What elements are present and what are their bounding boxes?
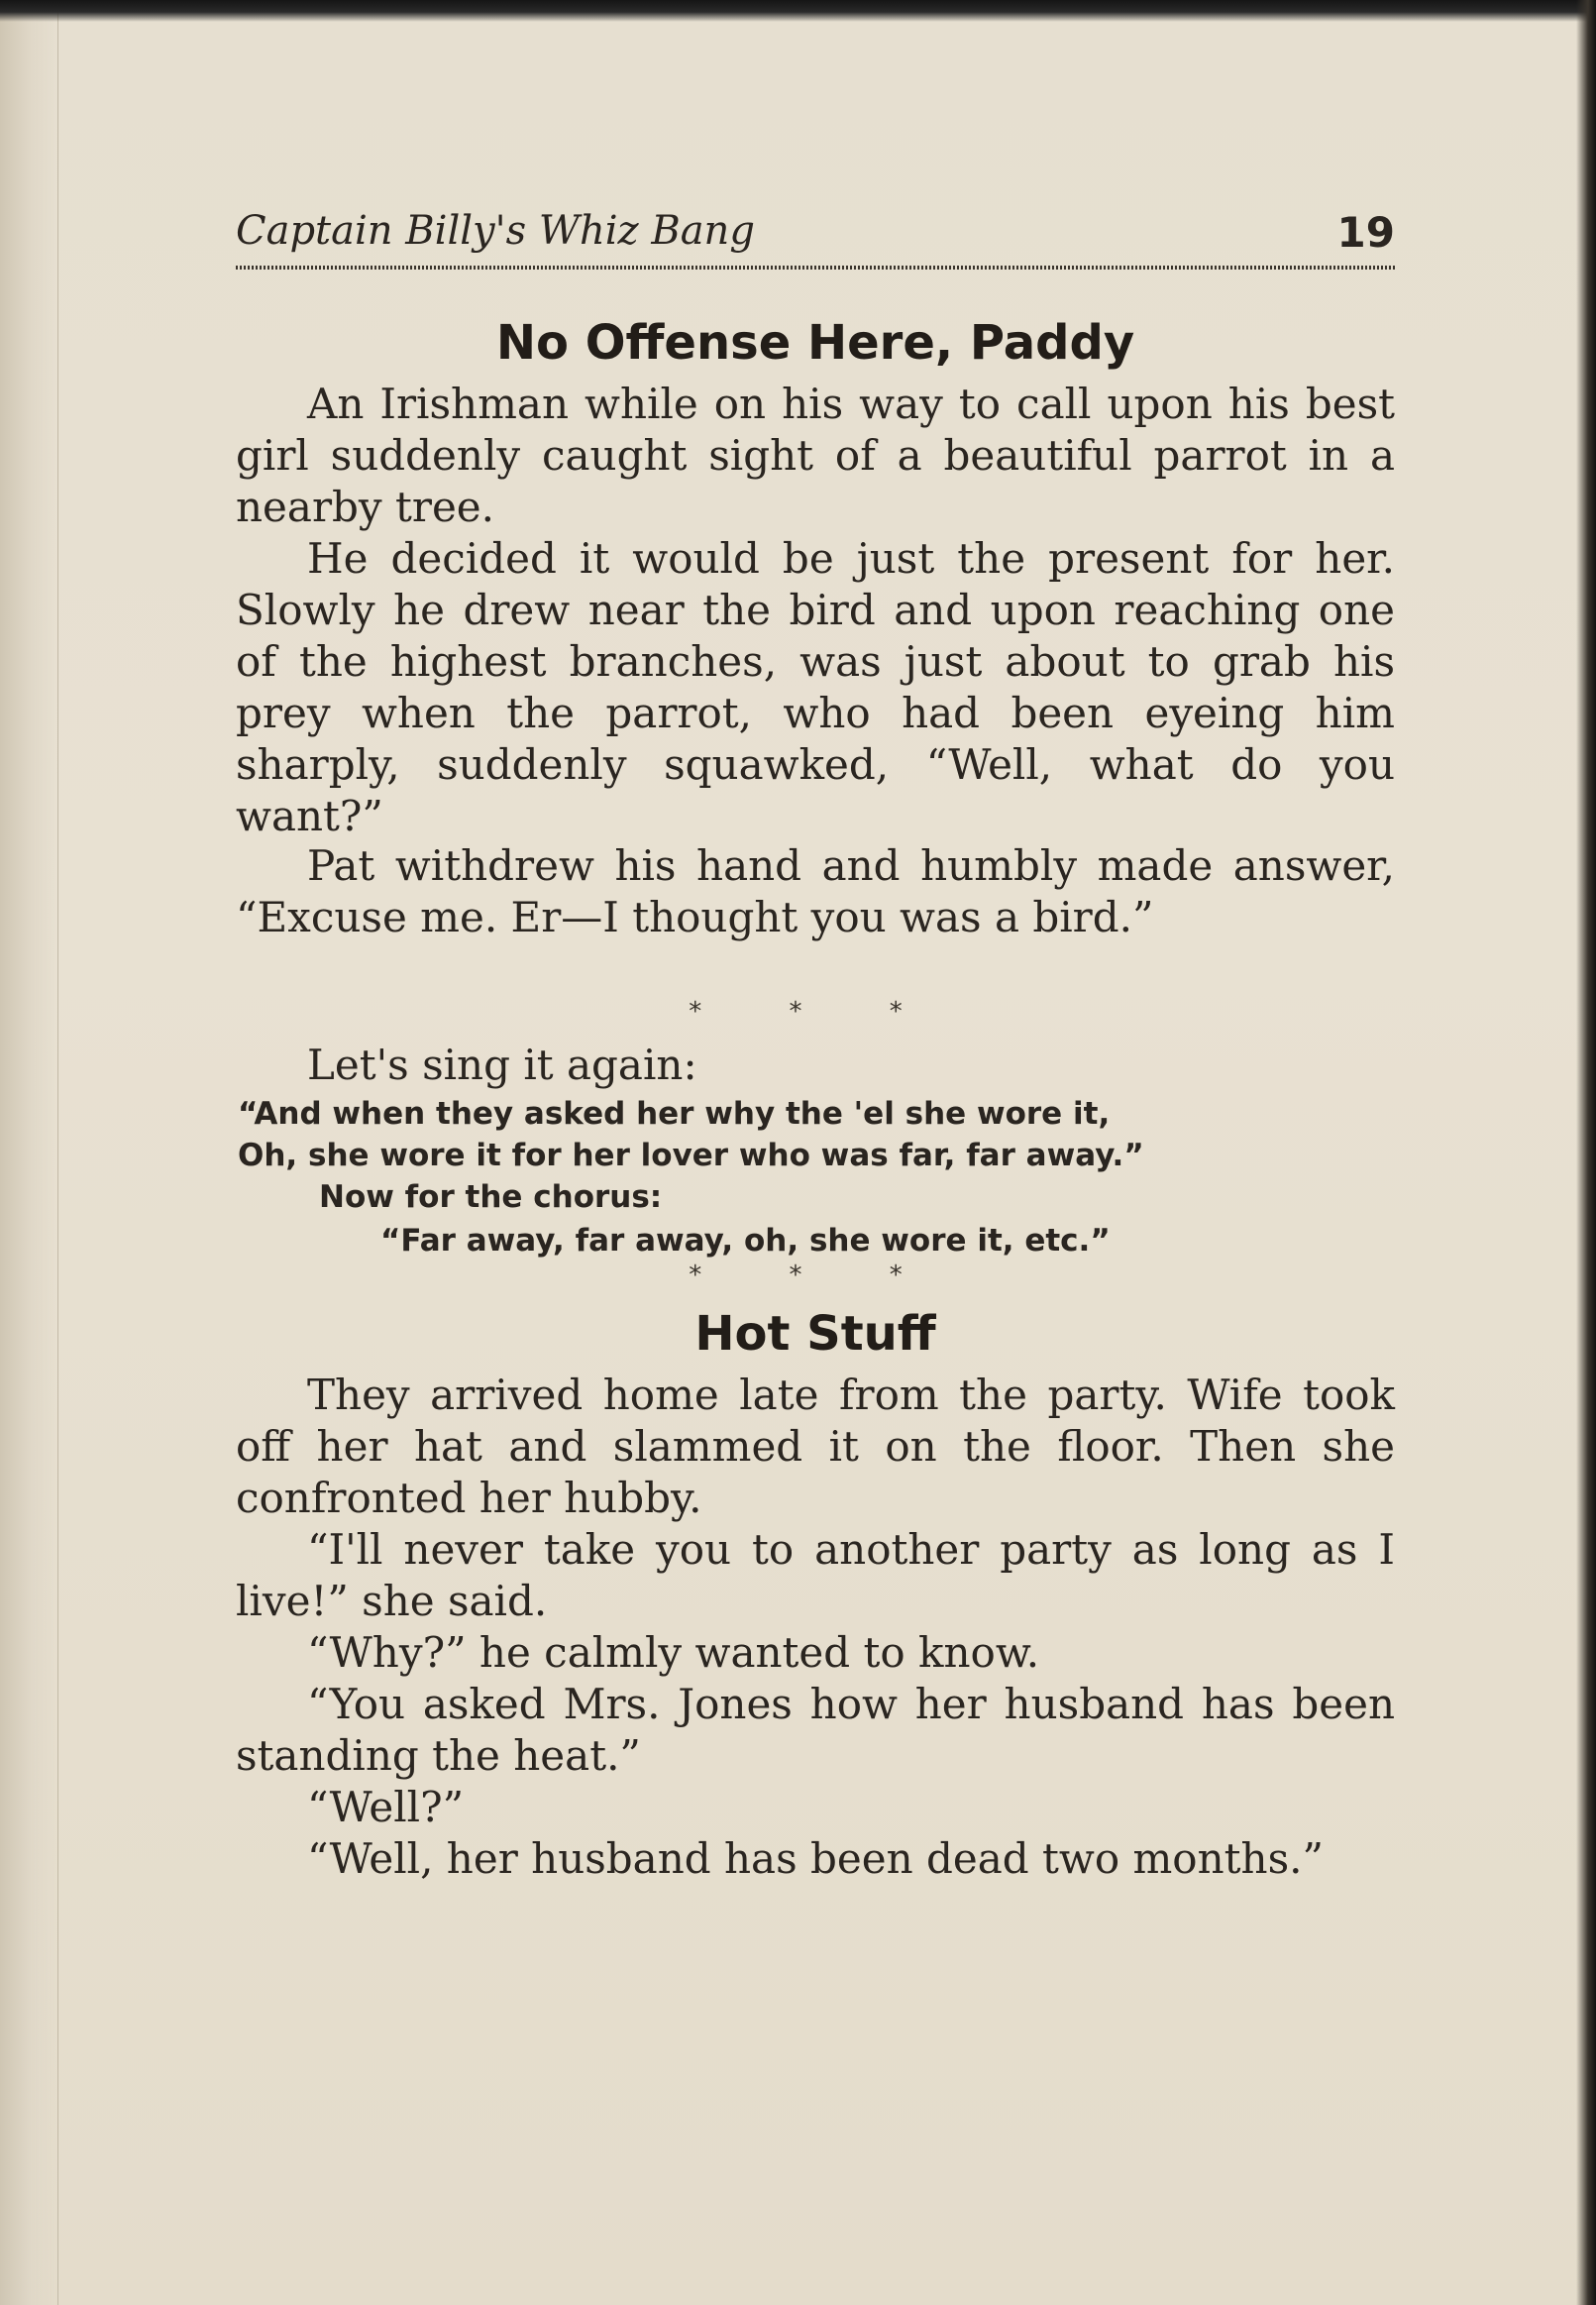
story2-paragraph: “Why?” he calmly wanted to know. — [307, 1628, 1040, 1677]
story2-paragraph: They arrived home late from the party. Wife took off her hat and slammed it on the floor. Then she confronted her hubby. — [236, 1371, 1395, 1522]
story1-paragraph: He decided it would be just the present for her. Slowly he drew near the bird and upon reaching one of the highest branches, was just about to grab his prey when the parrot, who had been eyeing him sharply, suddenly squawked, “Well, what do you want?” — [236, 534, 1395, 840]
story1-paragraph: An Irishman while on his way to call upon his best girl suddenly caught sight of a beautiful parrot in a nearby tree. — [236, 380, 1395, 531]
running-title: Captain Billy's Whiz Bang — [236, 208, 755, 254]
song-line: “And when they asked her why the 'el she wore it, — [238, 1096, 1111, 1132]
chorus-label: Now for the chorus: — [319, 1179, 663, 1215]
section-separator: * * * — [689, 1261, 942, 1290]
page-spine — [0, 0, 58, 2305]
story2-paragraph: “Well, her husband has been dead two months.” — [307, 1834, 1324, 1883]
top-edge-shadow — [0, 0, 1596, 22]
story2-paragraph: “You asked Mrs. Jones how her husband has been standing the heat.” — [236, 1680, 1395, 1780]
story1-paragraph: Pat withdrew his hand and humbly made answer, “Excuse me. Er—I thought you was a bird.” — [236, 841, 1395, 941]
story2-paragraph: “Well?” — [307, 1783, 465, 1831]
song-intro: Let's sing it again: — [307, 1041, 697, 1089]
song-line: Oh, she wore it for her lover who was far, far away.” — [238, 1138, 1144, 1173]
page-header — [236, 208, 1395, 268]
chorus-line: “Far away, far away, oh, she wore it, etc.” — [380, 1223, 1111, 1259]
header-rule — [236, 266, 1395, 270]
right-edge-shadow — [1576, 0, 1596, 2305]
page-number: 19 — [1336, 208, 1395, 257]
section-separator: * * * — [689, 997, 942, 1027]
story2-title: Hot Stuff — [694, 1306, 936, 1362]
story2-paragraph: “I'll never take you to another party as long as I live!” she said. — [236, 1525, 1395, 1625]
story1-title: No Offense Here, Paddy — [495, 315, 1135, 371]
